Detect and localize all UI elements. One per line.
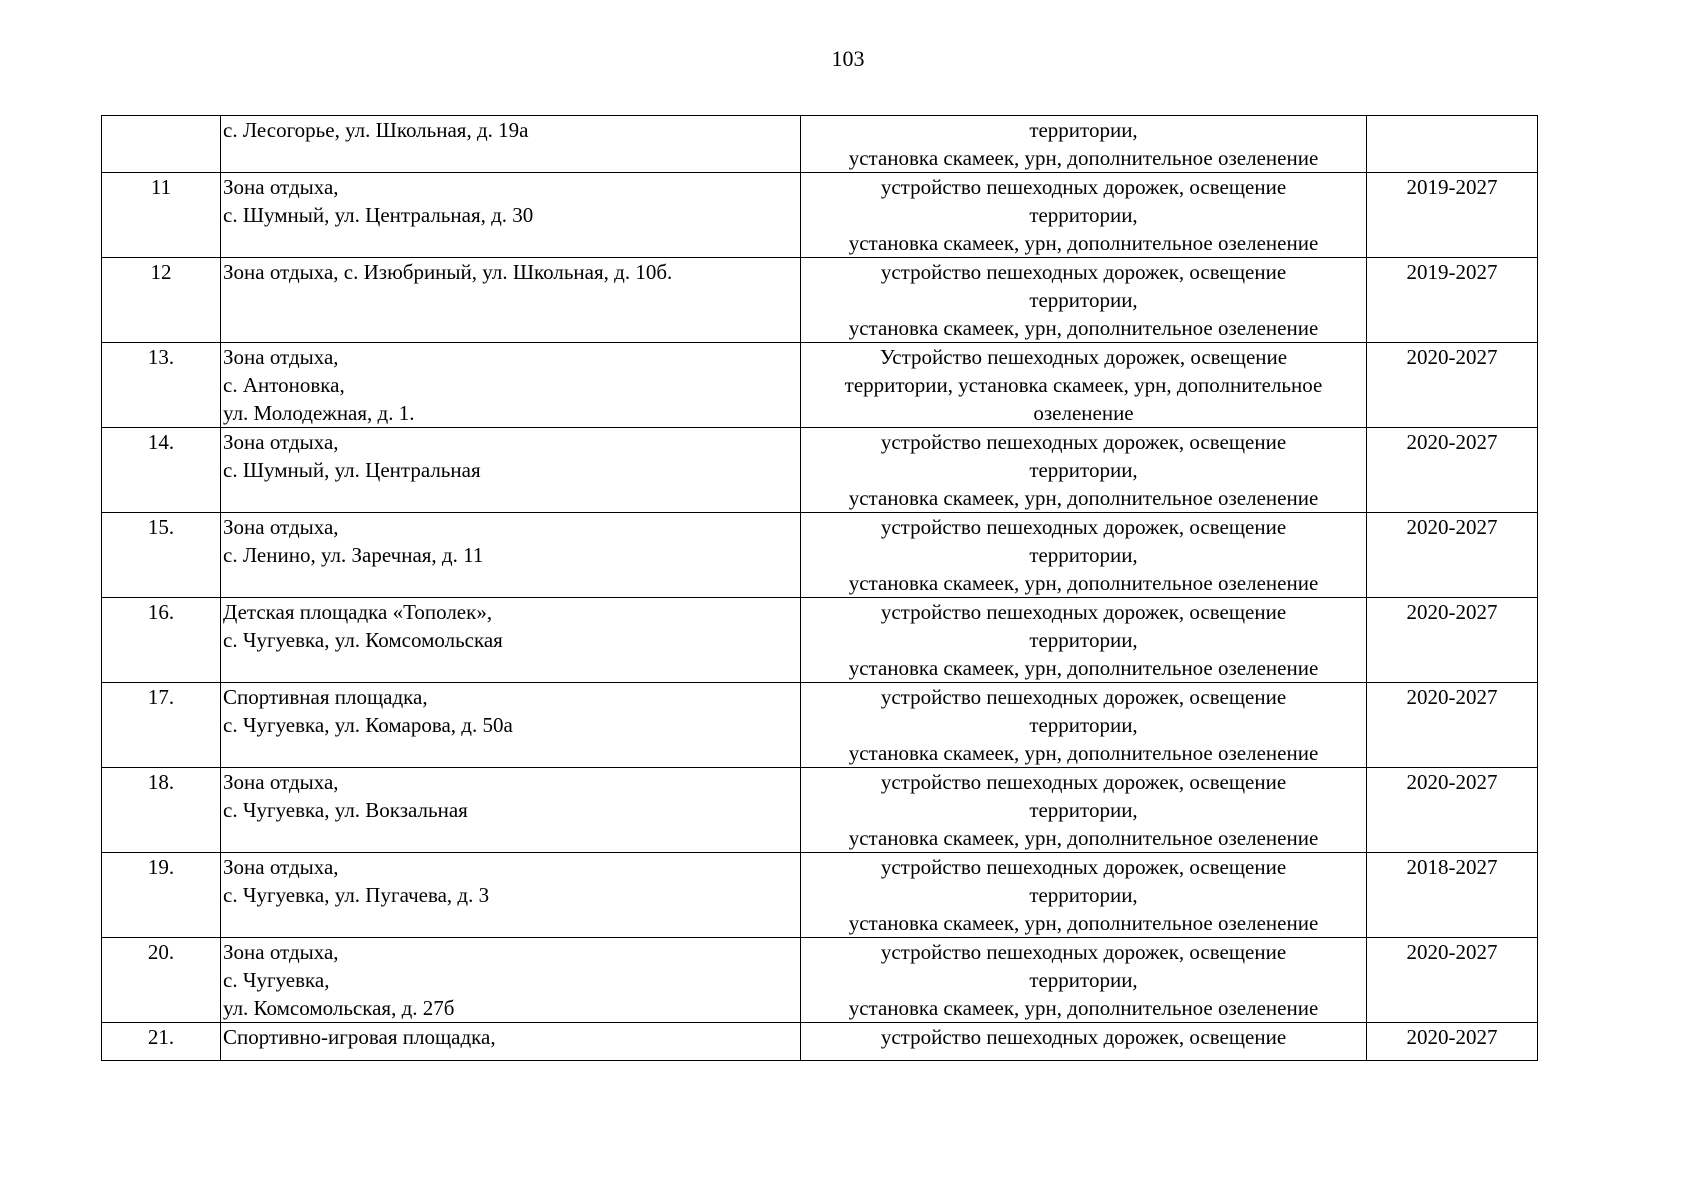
- works-line: устройство пешеходных дорожек, освещение: [880, 770, 1287, 794]
- works-line: установка скамеек, урн, дополнительное озеленение: [848, 146, 1319, 170]
- works-line: территории,: [1029, 628, 1138, 652]
- works-cell: [801, 683, 1367, 768]
- address-line: с. Чугуевка,: [223, 968, 330, 992]
- row-number: 18.: [102, 768, 221, 853]
- works-line: территории,: [1029, 543, 1138, 567]
- works-line: установка скамеек, урн, дополнительное озеленение: [848, 571, 1319, 595]
- address-cell: [221, 938, 801, 1023]
- address-line: Зона отдыха,: [223, 855, 339, 879]
- works-cell: [801, 116, 1367, 173]
- works-line: установка скамеек, урн, дополнительное озеленение: [848, 911, 1319, 935]
- address-line: Зона отдыха,: [223, 515, 339, 539]
- works-line: территории,: [1029, 458, 1138, 482]
- address-line: ул. Комсомольская, д. 27б: [223, 996, 455, 1020]
- row-number: 11: [102, 173, 221, 258]
- address-line: Зона отдыха, с. Изюбриный, ул. Школьная, д. 10б.: [223, 260, 673, 284]
- address-line: Зона отдыха,: [223, 175, 339, 199]
- table-row: [102, 428, 1538, 513]
- table-row: [102, 258, 1538, 343]
- address-cell: [221, 1023, 801, 1061]
- address-line: с. Лесогорье, ул. Школьная, д. 19а: [223, 118, 529, 142]
- address-line: с. Шумный, ул. Центральная, д. 30: [223, 203, 534, 227]
- works-line: устройство пешеходных дорожек, освещение: [880, 260, 1287, 284]
- years-cell: [1367, 116, 1538, 173]
- address-line: Спортивная площадка,: [223, 685, 428, 709]
- works-cell: [801, 513, 1367, 598]
- address-cell: [221, 258, 801, 343]
- works-line: территории,: [1029, 203, 1138, 227]
- years-cell: 2020-2027: [1367, 768, 1538, 853]
- address-cell: [221, 598, 801, 683]
- row-number: 15.: [102, 513, 221, 598]
- works-line: установка скамеек, урн, дополнительное озеленение: [848, 826, 1319, 850]
- years-cell: 2020-2027: [1367, 938, 1538, 1023]
- works-line: установка скамеек, урн, дополнительное озеленение: [848, 996, 1319, 1020]
- row-number: 12: [102, 258, 221, 343]
- address-line: с. Чугуевка, ул. Вокзальная: [223, 798, 468, 822]
- row-number: 20.: [102, 938, 221, 1023]
- address-line: Зона отдыха,: [223, 940, 339, 964]
- page-number: 103: [831, 46, 865, 71]
- row-number: [102, 116, 221, 173]
- works-line: устройство пешеходных дорожек, освещение: [880, 855, 1287, 879]
- address-line: Детская площадка «Тополек»,: [223, 600, 493, 624]
- works-line: устройство пешеходных дорожек, освещение: [880, 1025, 1287, 1049]
- table-row: [102, 173, 1538, 258]
- address-line: с. Чугуевка, ул. Пугачева, д. 3: [223, 883, 490, 907]
- address-line: с. Чугуевка, ул. Комарова, д. 50а: [223, 713, 513, 737]
- row-number: 16.: [102, 598, 221, 683]
- years-cell: 2018-2027: [1367, 853, 1538, 938]
- works-line: установка скамеек, урн, дополнительное озеленение: [848, 741, 1319, 765]
- years-cell: 2020-2027: [1367, 1023, 1538, 1061]
- years-cell: 2020-2027: [1367, 513, 1538, 598]
- years-cell: 2020-2027: [1367, 428, 1538, 513]
- works-cell: [801, 938, 1367, 1023]
- row-number: 19.: [102, 853, 221, 938]
- works-cell: [801, 173, 1367, 258]
- works-line: озеленение: [1033, 401, 1134, 425]
- works-cell: [801, 853, 1367, 938]
- table-row: [102, 513, 1538, 598]
- address-cell: [221, 428, 801, 513]
- table-row: [102, 683, 1538, 768]
- works-line: территории,: [1029, 798, 1138, 822]
- table-row: [102, 116, 1538, 173]
- years-cell: 2019-2027: [1367, 258, 1538, 343]
- row-number: 21.: [102, 1023, 221, 1061]
- works-line: установка скамеек, урн, дополнительное озеленение: [848, 656, 1319, 680]
- works-cell: [801, 1023, 1367, 1061]
- works-cell: [801, 768, 1367, 853]
- works-cell: [801, 343, 1367, 428]
- works-cell: [801, 598, 1367, 683]
- table-row: [102, 1023, 1538, 1061]
- works-line: устройство пешеходных дорожек, освещение: [880, 175, 1287, 199]
- works-line: территории,: [1029, 968, 1138, 992]
- works-line: установка скамеек, урн, дополнительное озеленение: [848, 231, 1319, 255]
- address-line: Зона отдыха,: [223, 430, 339, 454]
- table-row: [102, 343, 1538, 428]
- table-body: [102, 116, 1538, 1061]
- address-cell: [221, 853, 801, 938]
- works-line: территории, установка скамеек, урн, дополнительное: [844, 373, 1323, 397]
- years-cell: 2020-2027: [1367, 683, 1538, 768]
- address-line: ул. Молодежная, д. 1.: [223, 401, 415, 425]
- address-line: с. Шумный, ул. Центральная: [223, 458, 481, 482]
- works-line: устройство пешеходных дорожек, освещение: [880, 940, 1287, 964]
- years-cell: 2020-2027: [1367, 343, 1538, 428]
- address-cell: [221, 116, 801, 173]
- table-row: [102, 853, 1538, 938]
- works-line: устройство пешеходных дорожек, освещение: [880, 685, 1287, 709]
- address-cell: [221, 173, 801, 258]
- works-line: территории,: [1029, 118, 1138, 142]
- address-line: Зона отдыха,: [223, 770, 339, 794]
- works-line: установка скамеек, урн, дополнительное озеленение: [848, 486, 1319, 510]
- row-number: 13.: [102, 343, 221, 428]
- address-line: Спортивно-игровая площадка,: [223, 1025, 496, 1049]
- works-line: территории,: [1029, 288, 1138, 312]
- works-line: устройство пешеходных дорожек, освещение: [880, 430, 1287, 454]
- address-line: Зона отдыха,: [223, 345, 339, 369]
- table-row: [102, 768, 1538, 853]
- works-cell: [801, 428, 1367, 513]
- works-line: устройство пешеходных дорожек, освещение: [880, 600, 1287, 624]
- years-cell: 2020-2027: [1367, 598, 1538, 683]
- table-row: [102, 938, 1538, 1023]
- row-number: 17.: [102, 683, 221, 768]
- address-cell: [221, 768, 801, 853]
- works-line: устройство пешеходных дорожек, освещение: [880, 515, 1287, 539]
- row-number: 14.: [102, 428, 221, 513]
- improvement-table: [101, 115, 1538, 1061]
- works-line: Устройство пешеходных дорожек, освещение: [879, 345, 1288, 369]
- address-line: с. Антоновка,: [223, 373, 345, 397]
- works-line: территории,: [1029, 713, 1138, 737]
- works-cell: [801, 258, 1367, 343]
- address-line: с. Ленино, ул. Заречная, д. 11: [223, 543, 484, 567]
- address-cell: [221, 513, 801, 598]
- table-row: [102, 598, 1538, 683]
- address-cell: [221, 343, 801, 428]
- works-line: территории,: [1029, 883, 1138, 907]
- works-line: установка скамеек, урн, дополнительное озеленение: [848, 316, 1319, 340]
- address-cell: [221, 683, 801, 768]
- address-line: с. Чугуевка, ул. Комсомольская: [223, 628, 503, 652]
- years-cell: 2019-2027: [1367, 173, 1538, 258]
